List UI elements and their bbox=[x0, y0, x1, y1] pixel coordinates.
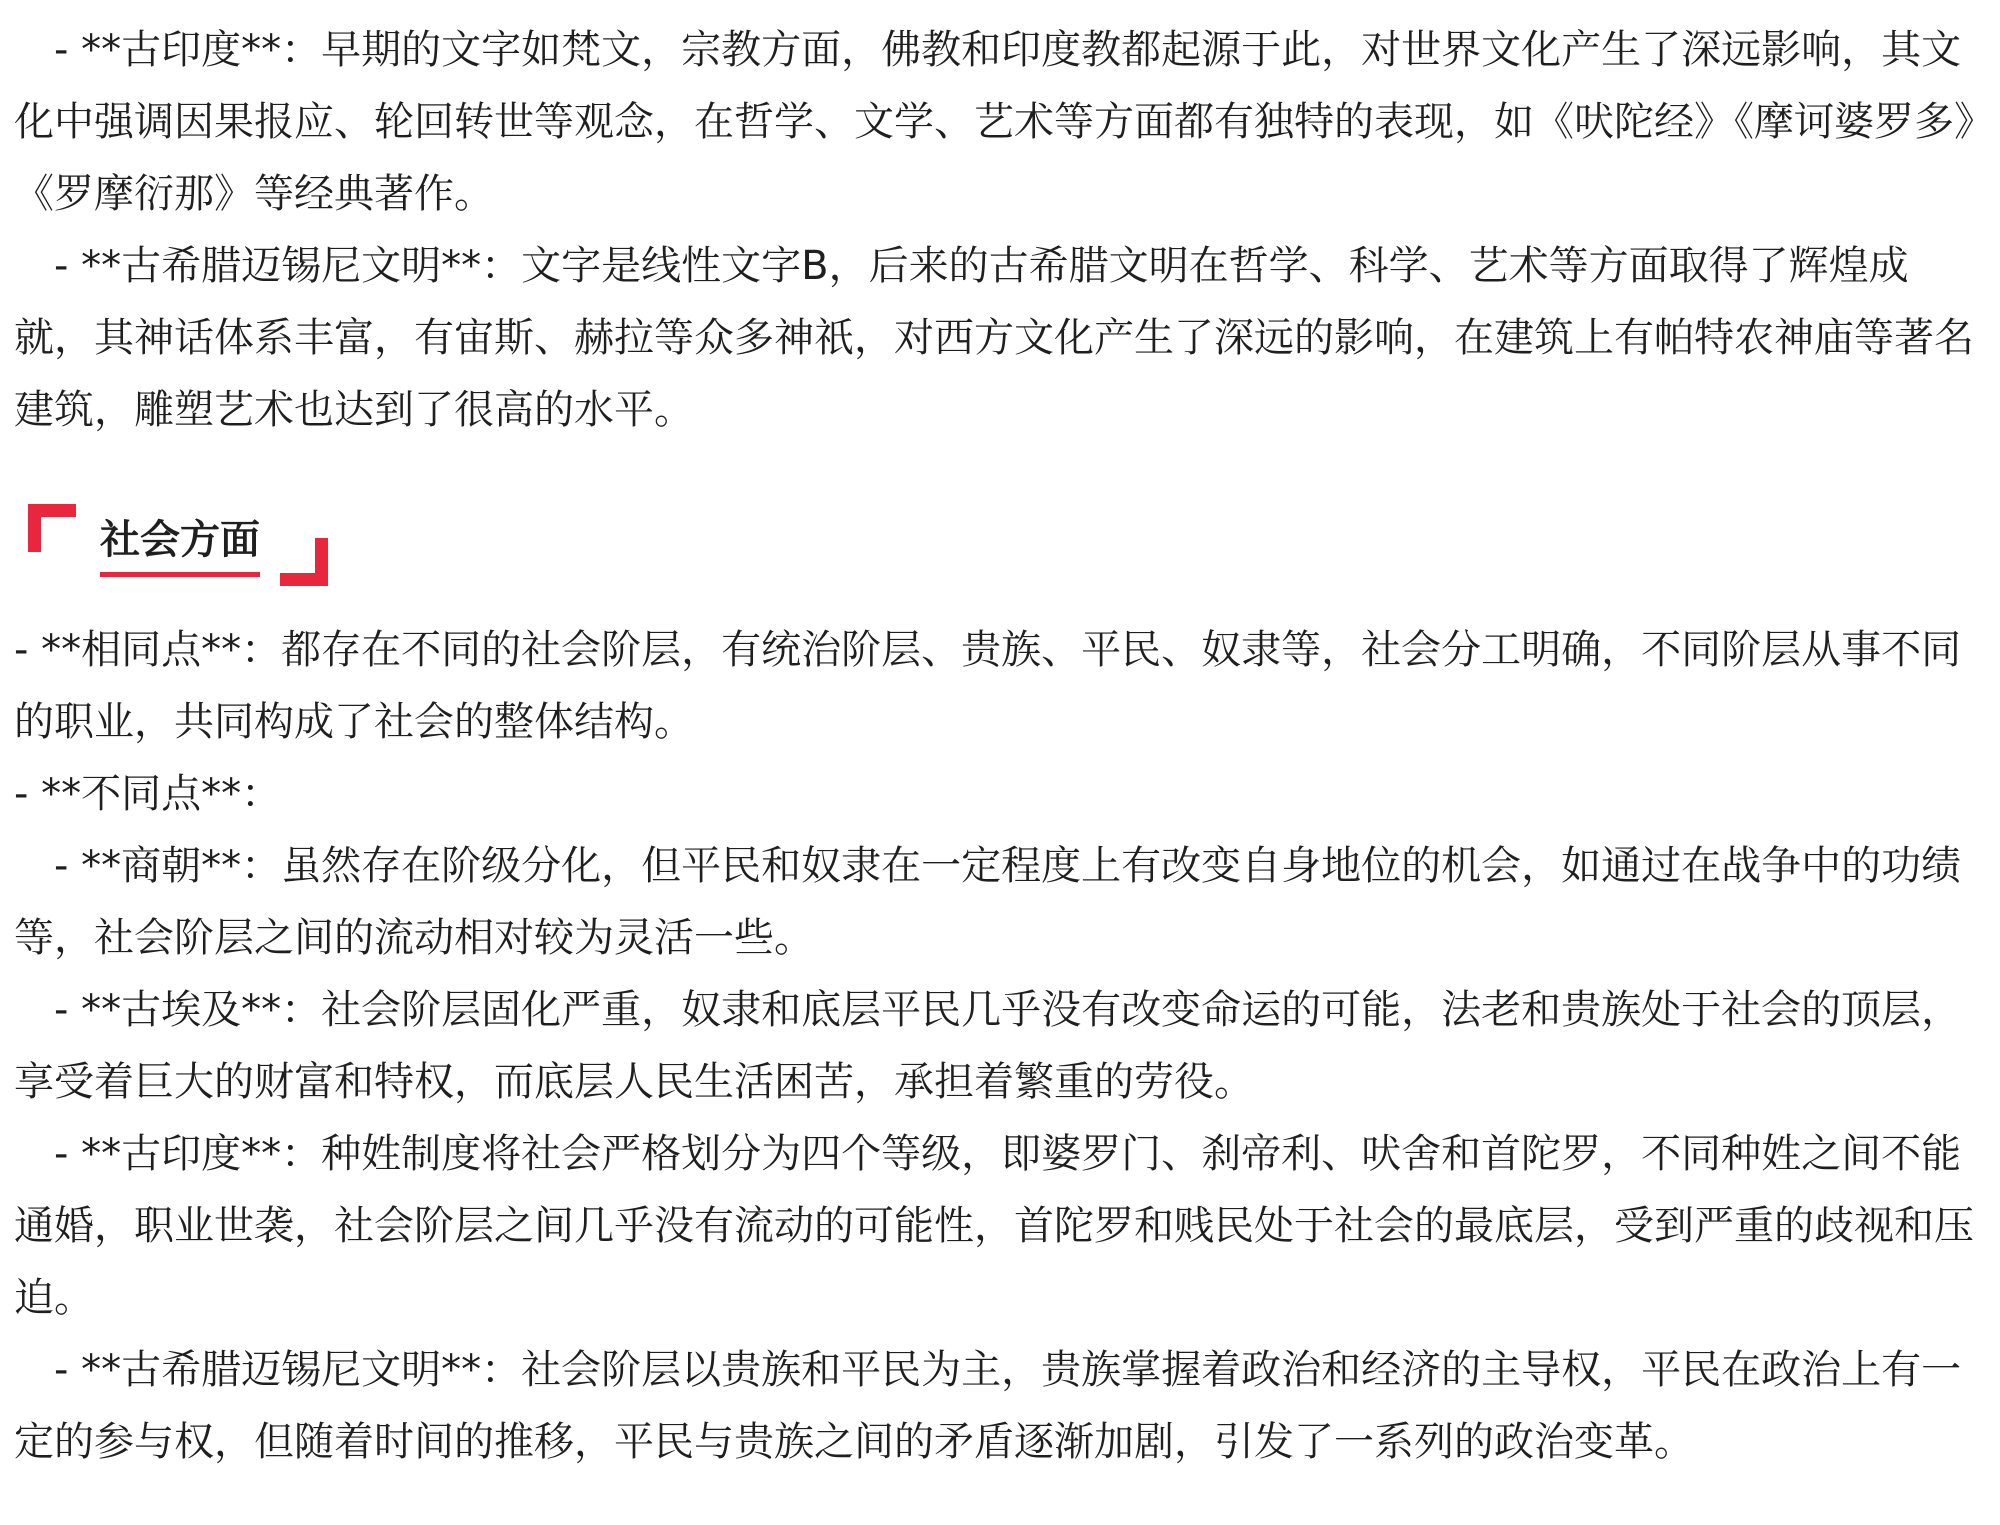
paragraph-ancient-india-culture: - **古印度**：早期的文字如梵文，宗教方面，佛教和印度教都起源于此，对世界文化产生了深远影响，其文化中强调因果报应、轮回转世等观念，在哲学、文学、艺术等方面都有独特的表现，如《吠陀经》《摩诃婆罗多》《罗摩衍那》等经典著作。 bbox=[14, 27, 1974, 217]
corner-bracket-top-left-icon bbox=[28, 504, 76, 552]
paragraph-mycenaean-culture: - **古希腊迈锡尼文明**：文字是线性文字B，后来的古希腊文明在哲学、科学、艺术等方面取得了辉煌成就，其神话体系丰富，有宙斯、赫拉等众多神祇，对西方文化产生了深远的影响，在建筑上有帕特农神庙等著名建筑，雕塑艺术也达到了很高的水平。 bbox=[14, 243, 1974, 433]
section-heading bbox=[14, 504, 1974, 614]
paragraph-diff-shang: - **商朝**：虽然存在阶级分化，但平民和奴隶在一定程度上有改变自身地位的机会，如通过在战争中的功绩等，社会阶层之间的流动相对较为灵活一些。 bbox=[14, 843, 1962, 961]
paragraph-same-point: - **相同点**：都存在不同的社会阶层，有统治阶层、贵族、平民、奴隶等，社会分工明确，不同阶层从事不同的职业，共同构成了社会的整体结构。 bbox=[14, 627, 1962, 745]
corner-bracket-bottom-right-icon bbox=[280, 538, 328, 586]
paragraph-diff-egypt: - **古埃及**：社会阶层固化严重，奴隶和底层平民几乎没有改变命运的可能，法老和贵族处于社会的顶层，享受着巨大的财富和特权，而底层人民生活困苦，承担着繁重的劳役。 bbox=[14, 987, 1962, 1105]
paragraph-diff-india: - **古印度**：种姓制度将社会严格划分为四个等级，即婆罗门、刹帝利、吠舍和首陀罗，不同种姓之间不能通婚，职业世袭，社会阶层之间几乎没有流动的可能性，首陀罗和贱民处于社会的最底层，受到严重的歧视和压迫。 bbox=[14, 1131, 1974, 1321]
document-body bbox=[14, 14, 1974, 1478]
paragraph-diff-label: - **不同点**： bbox=[14, 771, 282, 817]
section-spacer bbox=[14, 446, 1974, 504]
paragraph-diff-mycenae: - **古希腊迈锡尼文明**：社会阶层以贵族和平民为主，贵族掌握着政治和经济的主导权，平民在政治上有一定的参与权，但随着时间的推移，平民与贵族之间的矛盾逐渐加剧，引发了一系列的政治变革。 bbox=[14, 1347, 1962, 1465]
section-heading-text: 社会方面 bbox=[100, 514, 260, 577]
